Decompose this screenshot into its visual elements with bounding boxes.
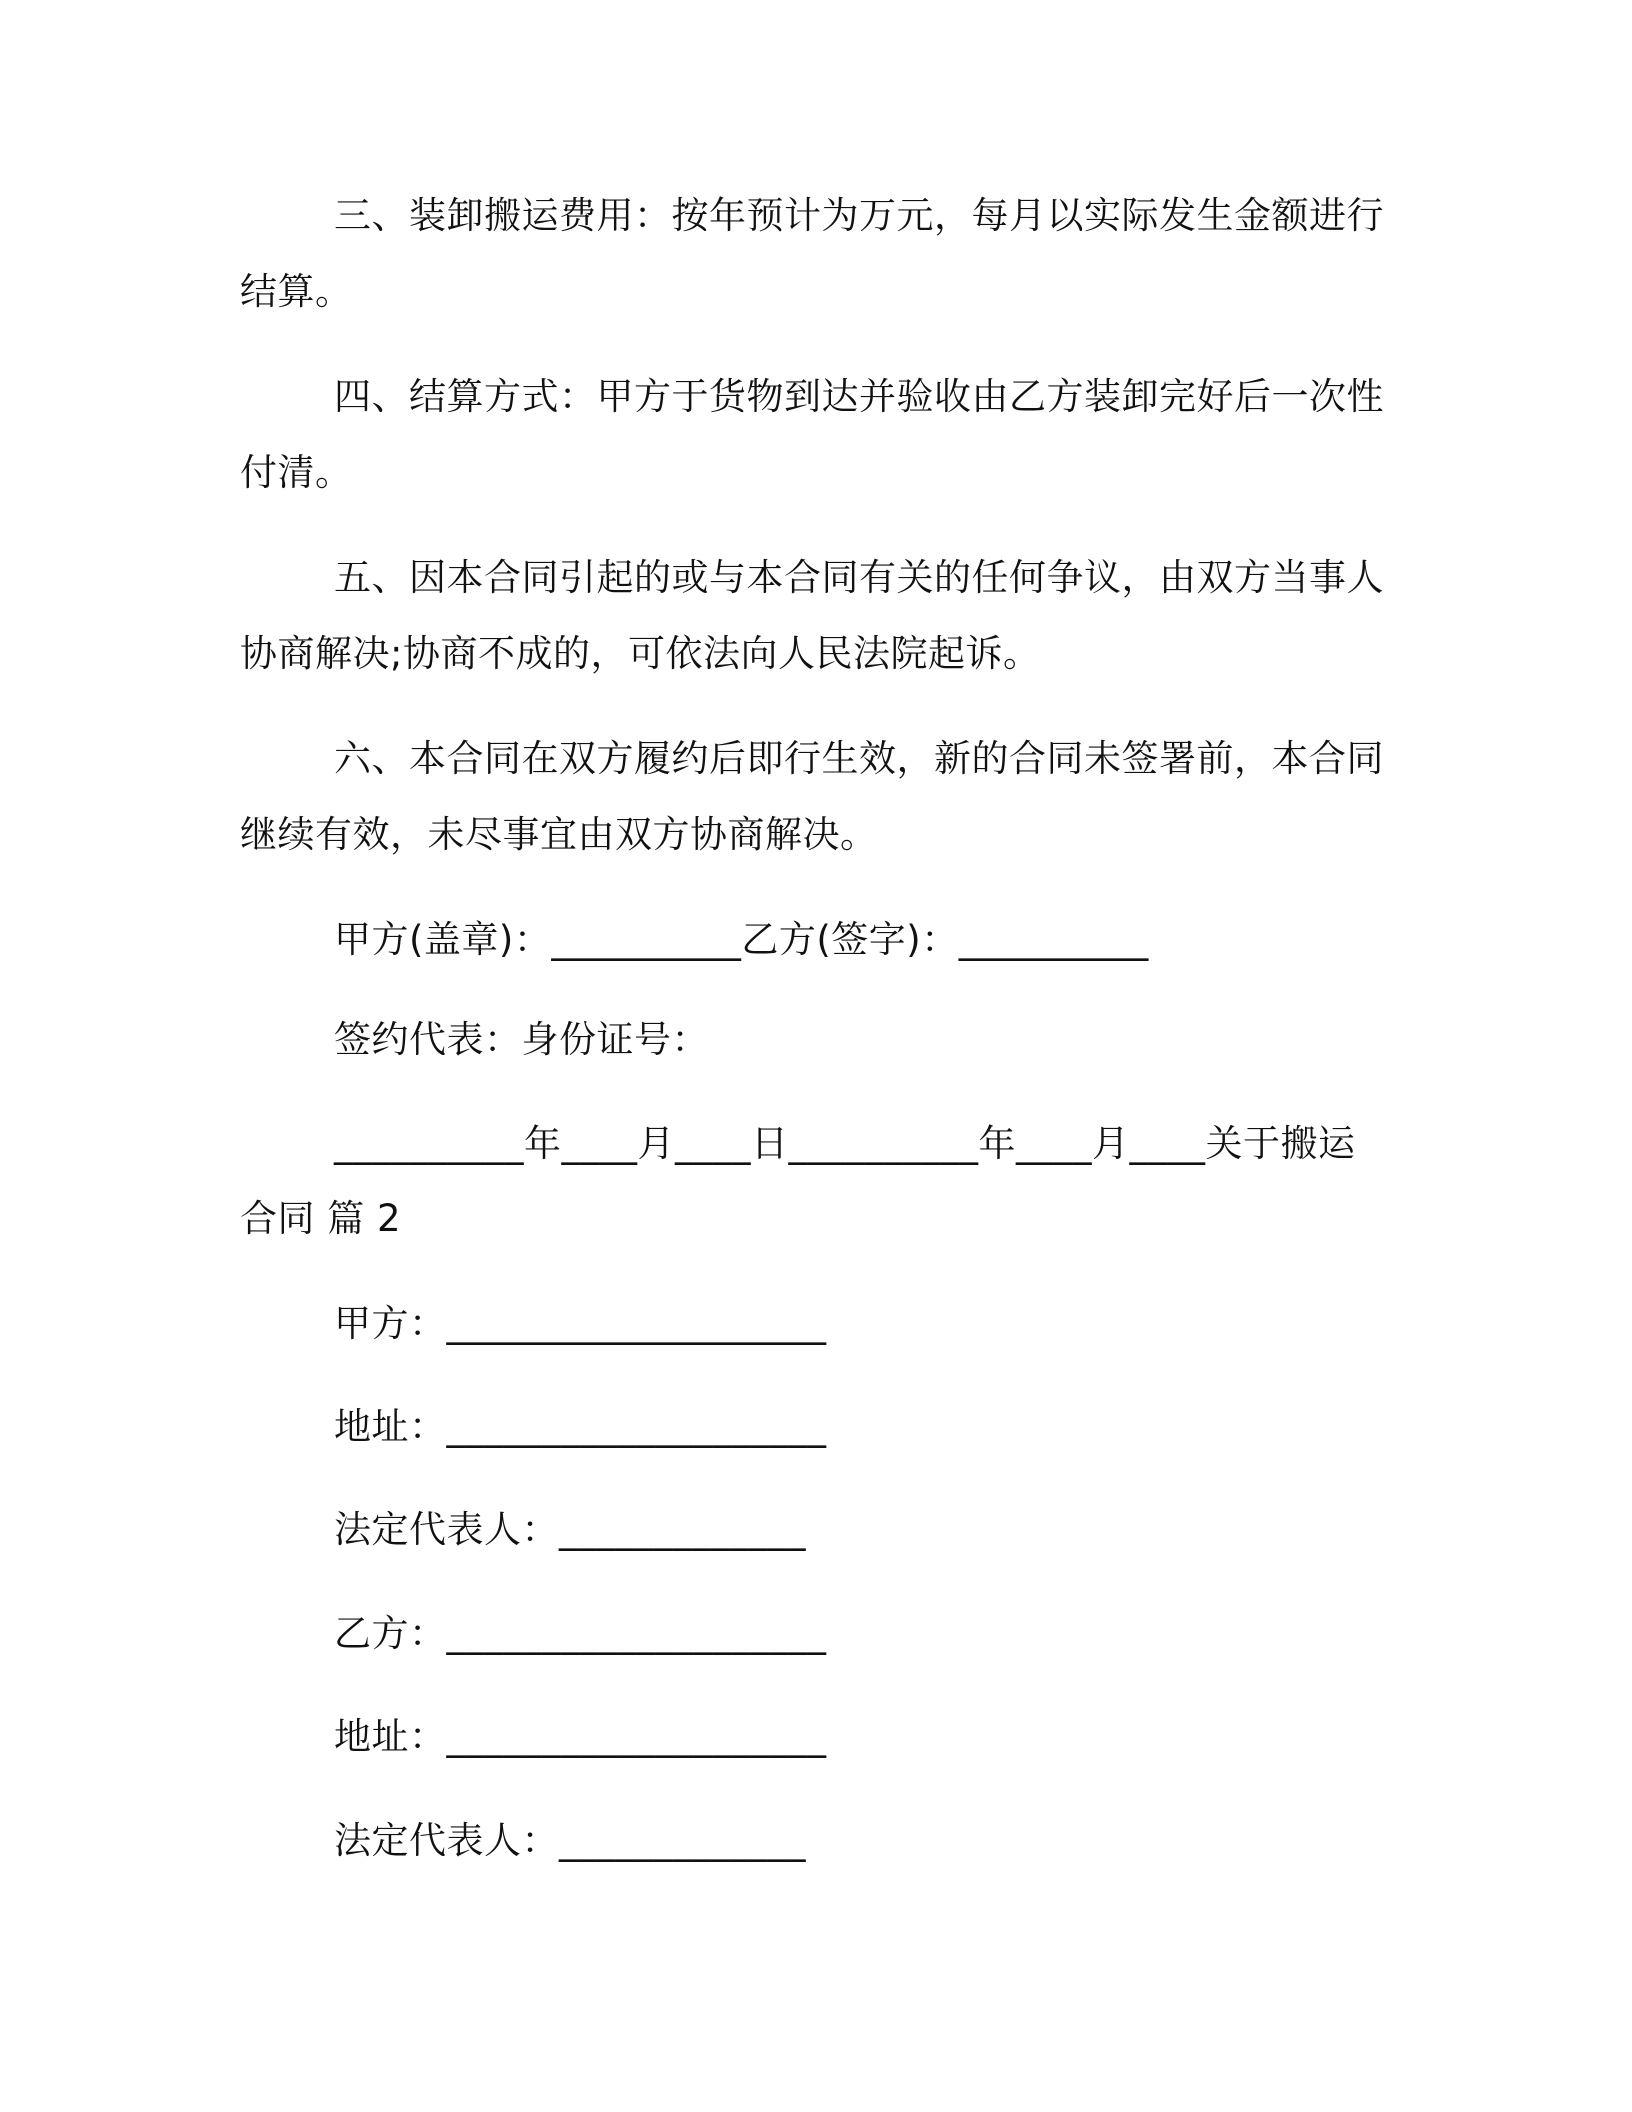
clause-6-line-2: 继续有效，未尽事宜由双方协商解决。 xyxy=(240,813,878,856)
party-a-address-field: 地址：____________________ xyxy=(334,1405,827,1448)
party-b-field: 乙方：____________________ xyxy=(334,1612,827,1655)
party-b-legal-rep-field: 法定代表人：_____________ xyxy=(334,1819,806,1862)
signature-representative-line: 签约代表：身份证号： xyxy=(334,1018,709,1061)
clause-6-line-1: 六、本合同在双方履约后即行生效，新的合同未签署前，本合同 xyxy=(334,737,1384,780)
party-a-field: 甲方：____________________ xyxy=(334,1302,827,1345)
clause-3-line-1: 三、装卸搬运费用：按年预计为万元，每月以实际发生金额进行 xyxy=(334,194,1384,237)
section-title: 合同 篇 2 xyxy=(240,1197,402,1240)
clause-4-line-1: 四、结算方式：甲方于货物到达并验收由乙方装卸完好后一次性 xyxy=(334,375,1384,418)
clause-5-line-1: 五、因本合同引起的或与本合同有关的任何争议，由双方当事人 xyxy=(334,556,1384,599)
clause-3-line-2: 结算。 xyxy=(240,270,353,313)
clause-5-line-2: 协商解决;协商不成的，可依法向人民法院起诉。 xyxy=(240,632,1041,675)
party-b-address-field: 地址：____________________ xyxy=(334,1715,827,1758)
date-line: __________年____月____日__________年____月____关于搬运 xyxy=(334,1122,1356,1165)
party-a-legal-rep-field: 法定代表人：_____________ xyxy=(334,1508,806,1551)
signature-parties-line: 甲方(盖章)：__________乙方(签字)：__________ xyxy=(334,918,1149,961)
clause-4-line-2: 付清。 xyxy=(240,451,353,494)
